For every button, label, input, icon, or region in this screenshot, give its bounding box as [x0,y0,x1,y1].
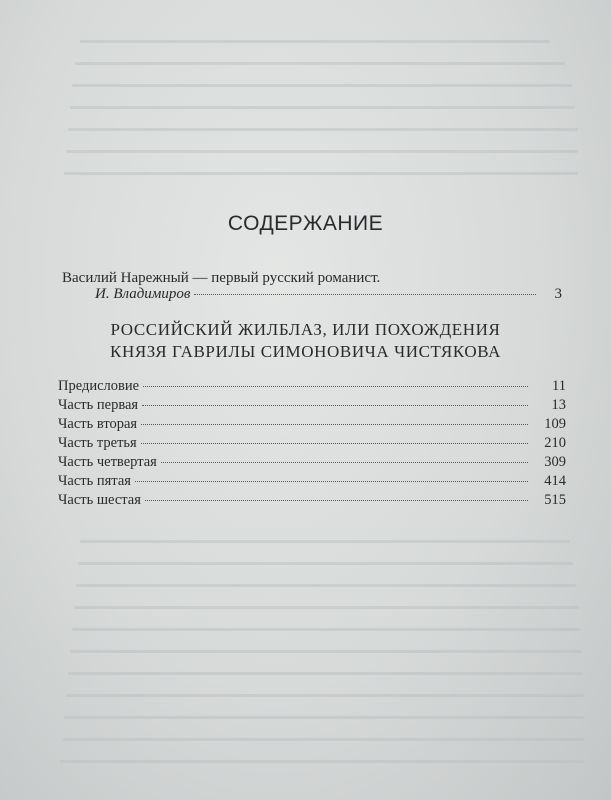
toc-entry-page: 515 [544,492,566,508]
toc-entry[interactable] [58,397,566,416]
dot-leader [142,405,528,406]
toc-entry[interactable] [58,416,566,435]
toc-entry[interactable] [58,492,566,511]
dot-leader [145,500,528,501]
show-through-text [66,694,584,697]
toc-entry[interactable] [58,378,566,397]
toc-entry-label: Часть третья [58,435,137,451]
intro-article-title: Василий Нарежный — первый русский романист. [62,270,381,286]
show-through-text [72,84,572,87]
toc-entry-label: Часть четвертая [58,454,157,470]
toc-entry-page: 309 [544,454,566,470]
dot-leader [135,481,528,482]
section-title-line-1: РОССИЙСКИЙ ЖИЛБЛАЗ, ИЛИ ПОХОЖДЕНИЯ [110,320,501,339]
show-through-text [70,650,582,653]
show-through-text [75,62,565,65]
toc-entry-page: 109 [544,416,566,432]
show-through-text [80,40,550,43]
toc-entry-page: 210 [544,435,566,451]
dot-leader [194,294,536,295]
dot-leader [143,386,528,387]
dot-leader [161,462,528,463]
show-through-text [72,628,580,631]
show-through-text [68,128,578,131]
toc-entry-label: Часть вторая [58,416,138,432]
toc-entry[interactable] [58,454,566,473]
show-through-text [80,540,570,543]
show-through-text [64,716,584,719]
show-through-text [64,172,578,175]
toc-entry-label: Часть первая [58,397,139,413]
show-through-text [60,760,585,763]
show-through-text [76,584,576,587]
show-through-text [74,606,579,609]
toc-entry-page: 11 [552,378,566,394]
show-through-text [68,672,583,675]
table-of-contents [58,378,566,511]
dot-leader [141,443,528,444]
toc-entry-label: Предисловие [58,378,140,394]
toc-entry-page: 414 [544,473,566,489]
toc-entry[interactable] [58,473,566,492]
intro-article-author: И. Владимиров [95,286,191,302]
toc-entry[interactable] [58,435,566,454]
intro-article-page: 3 [554,286,562,302]
toc-entry-label: Часть шестая [58,492,141,508]
dot-leader [141,424,528,425]
toc-entry-page: 13 [551,397,566,413]
show-through-text [70,106,575,109]
contents-heading: СОДЕРЖАНИЕ [227,212,384,235]
show-through-text [78,562,573,565]
toc-entry-label: Часть пятая [58,473,131,489]
intro-article-entry[interactable] [95,286,562,303]
show-through-text [62,738,584,741]
section-title-line-2: КНЯЗЯ ГАВРИЛЫ СИМОНОВИЧА ЧИСТЯКОВА [110,342,501,361]
show-through-text [66,150,578,153]
